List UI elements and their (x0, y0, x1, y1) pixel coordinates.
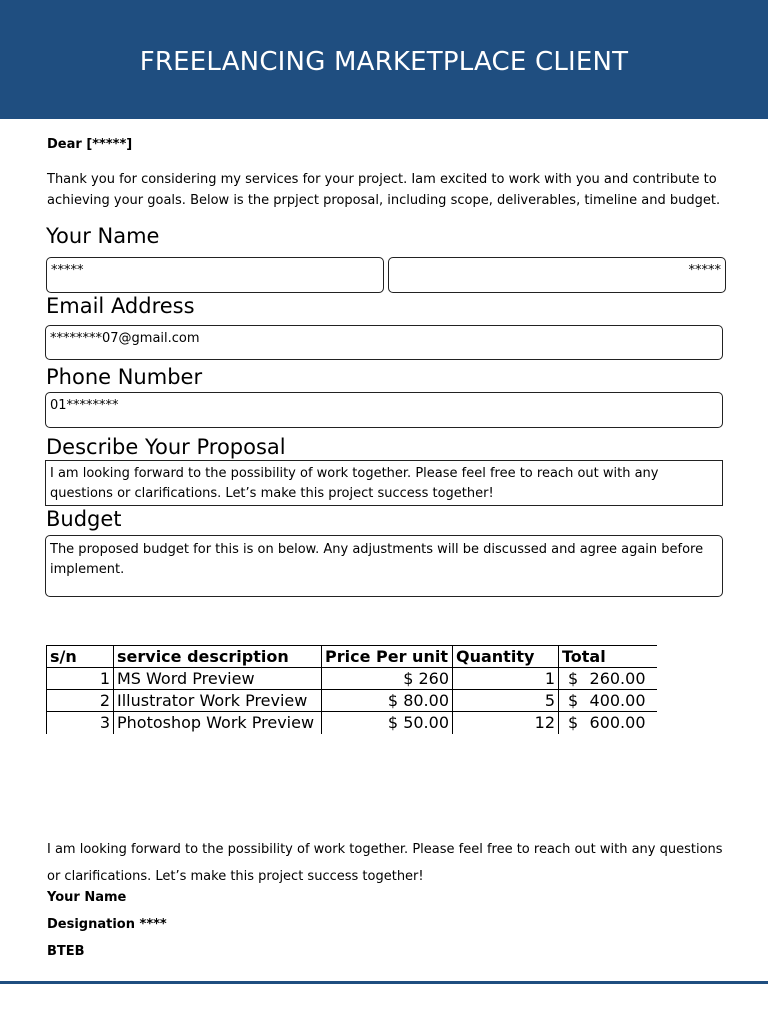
header-sn: s/n (47, 646, 114, 668)
row-description: MS Word Preview (114, 668, 322, 690)
row-price: $ 50.00 (322, 712, 453, 734)
signature-name: Your Name (47, 890, 127, 905)
row-total-symbol: $ (568, 691, 579, 710)
row-quantity: 12 (453, 712, 559, 734)
row-price: $ 80.00 (322, 690, 453, 712)
closing-paragraph: I am looking forward to the possibility of work together. Please feel free to reach out with any questions or clarifications. Let’s make this project success together! (47, 842, 723, 884)
email-heading: Email Address (46, 294, 195, 318)
row-sn: 2 (47, 690, 114, 712)
row-sn: 1 (47, 668, 114, 690)
proposal-value: I am looking forward to the possibility of work together. Please feel free to reach out with any questions or clarifications. Let’s make this project success together! (50, 466, 659, 501)
phone-field[interactable] (45, 392, 723, 428)
header-price: Price Per unit (322, 646, 453, 668)
budget-heading: Budget (46, 507, 122, 531)
intro-paragraph: Thank you for considering my services for your project. Iam excited to work with you and contribute to achieving your goals. Below is the prpject proposal, including scope, deliverables, timeline and budget. (47, 172, 721, 208)
phone-value: 01******** (50, 398, 119, 413)
row-total (559, 668, 657, 690)
name-heading: Your Name (46, 224, 160, 248)
first-name-value: ***** (51, 263, 84, 278)
budget-value: The proposed budget for this is on below. Any adjustments will be discussed and agree again before implement. (50, 542, 704, 577)
proposal-field[interactable] (45, 460, 723, 506)
table-row (47, 668, 657, 690)
signature-organization: BTEB (47, 944, 85, 959)
budget-field[interactable] (45, 535, 723, 597)
row-price: $ 260 (322, 668, 453, 690)
row-total-value: 400.00 (589, 691, 646, 710)
pricing-table (46, 645, 657, 734)
row-total (559, 712, 657, 734)
row-sn: 3 (47, 712, 114, 734)
table-row (47, 690, 657, 712)
row-quantity: 1 (453, 668, 559, 690)
page-title: FREELANCING MARKETPLACE CLIENT (139, 46, 629, 77)
table-header-row (47, 646, 657, 668)
proposal-heading: Describe Your Proposal (46, 435, 286, 459)
page-header (0, 0, 768, 119)
table-row (47, 712, 657, 734)
signature-designation: Designation **** (47, 917, 167, 932)
first-name-field[interactable] (46, 257, 384, 293)
row-quantity: 5 (453, 690, 559, 712)
row-total-value: 600.00 (589, 713, 646, 733)
last-name-field[interactable] (388, 257, 726, 293)
row-total-value: 260.00 (589, 669, 646, 688)
header-description: service description (114, 646, 322, 668)
row-total-symbol: $ (568, 669, 579, 688)
salutation: Dear [*****] (47, 137, 133, 152)
last-name-value: ***** (688, 263, 721, 278)
phone-heading: Phone Number (46, 365, 203, 389)
row-description: Photoshop Work Preview (114, 712, 322, 734)
footer-divider (0, 981, 768, 984)
email-field[interactable] (45, 325, 723, 360)
header-total: Total (559, 646, 657, 668)
email-value: ********07@gmail.com (50, 331, 200, 346)
row-description: Illustrator Work Preview (114, 690, 322, 712)
row-total-symbol: $ (568, 713, 579, 733)
header-quantity: Quantity (453, 646, 559, 668)
row-total (559, 690, 657, 712)
